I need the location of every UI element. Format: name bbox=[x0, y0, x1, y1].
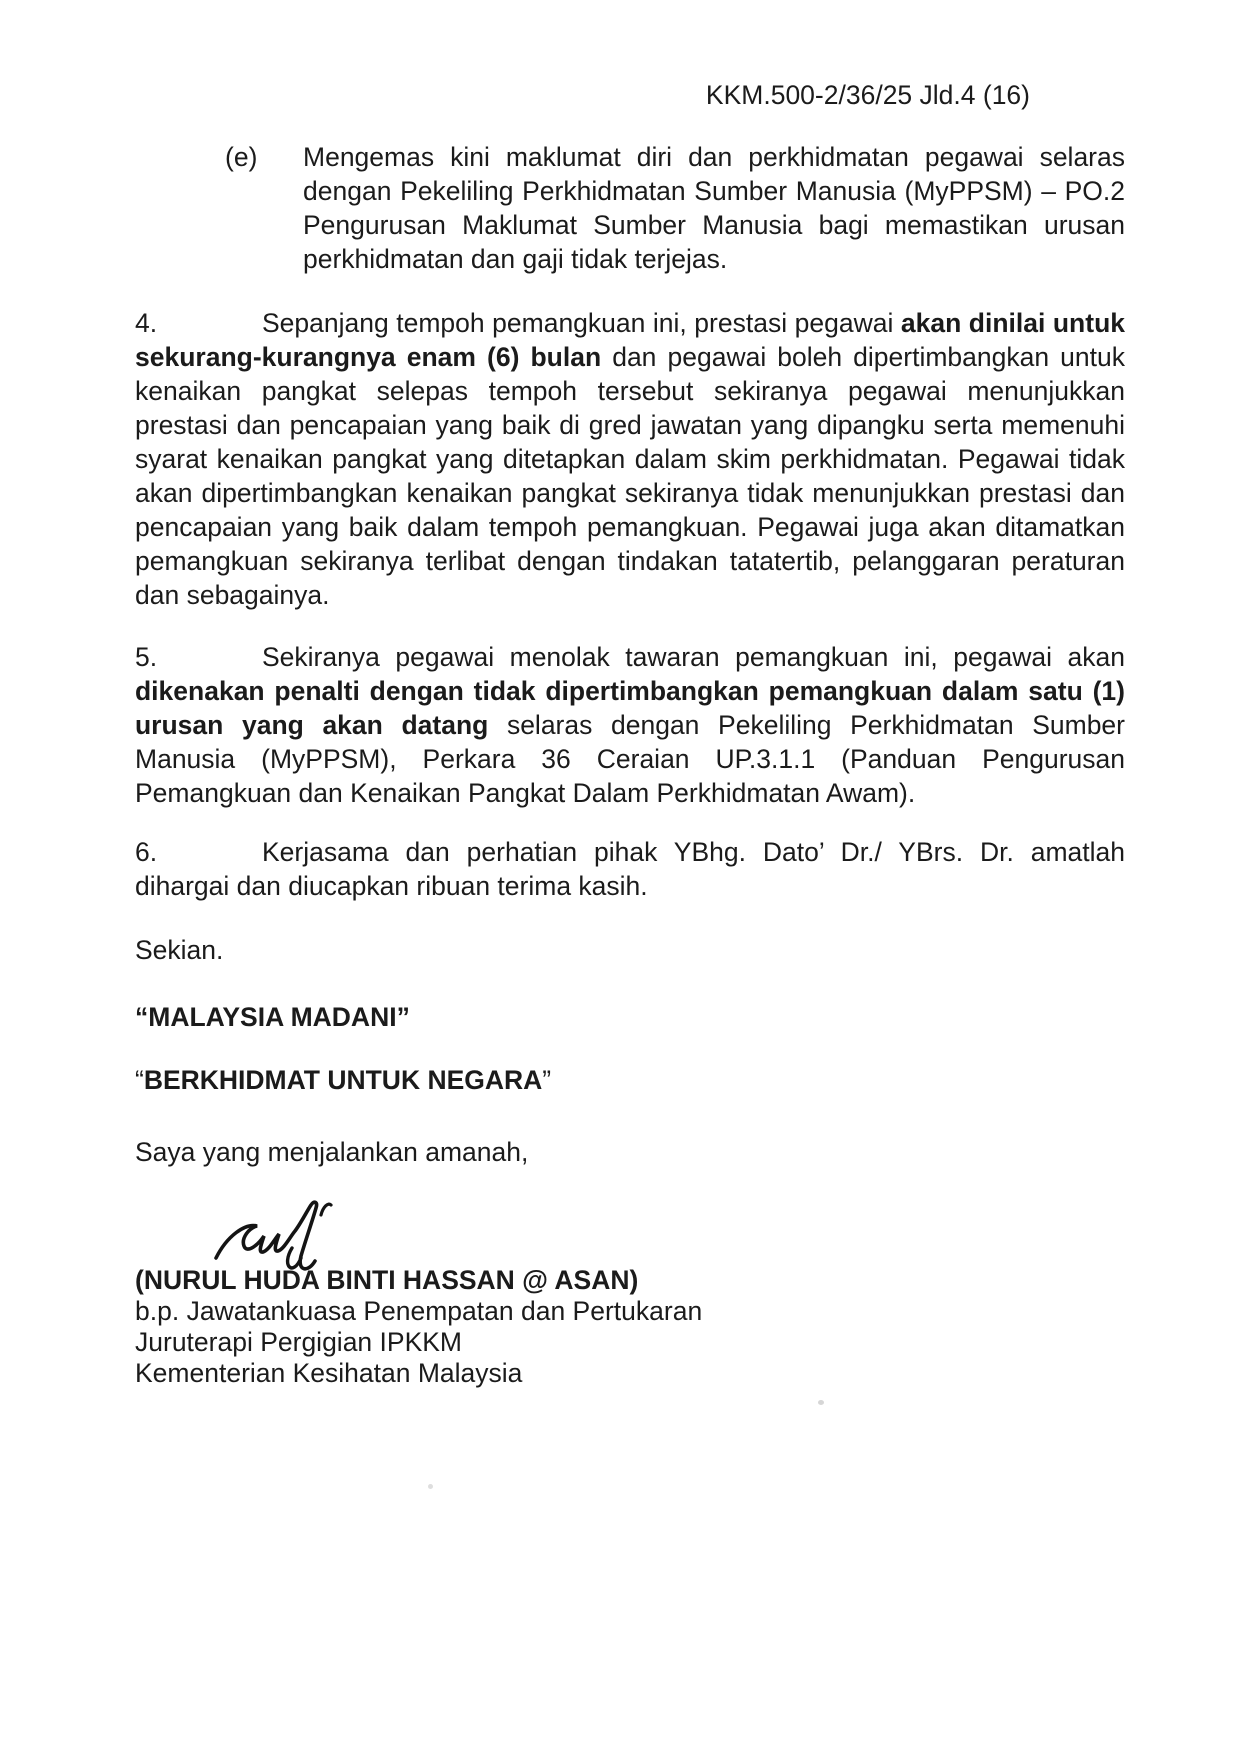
paragraph-4-text-bold: akan dinilai untuk sekurang-kurangnya enam (6) bulan bbox=[135, 308, 1125, 372]
paragraph-6-number: 6. bbox=[135, 837, 158, 867]
paragraph-5-number: 5. bbox=[135, 642, 158, 672]
signatory-line: b.p. Jawatankuasa Penempatan dan Pertukaran bbox=[135, 1296, 703, 1326]
close-quote: ” bbox=[542, 1065, 552, 1095]
list-item-e-text: Mengemas kini maklumat diri dan perkhidmatan pegawai selaras dengan Pekeliling Perkhidmatan Sumber Manusia (MyPPSM) – PO.2 Pengurusan Maklumat Sumber Manusia bagi memastikan urusan perkhidmatan dan gaji tidak terjejas. bbox=[303, 142, 1125, 274]
signatory-line: Kementerian Kesihatan Malaysia bbox=[135, 1358, 523, 1388]
signatory-name: (NURUL HUDA BINTI HASSAN @ ASAN) bbox=[135, 1265, 639, 1295]
slogan-berkhidmat bbox=[135, 1063, 1125, 1097]
slogan-berkhidmat-text: BERKHIDMAT UNTUK NEGARA bbox=[143, 1065, 543, 1095]
reference-number: KKM.500-2/36/25 Jld.4 (16) bbox=[705, 80, 1030, 110]
paragraph-5-text: Sekiranya pegawai menolak tawaran pemangkuan ini, pegawai akan bbox=[262, 642, 1125, 672]
paragraph-4-text: Sepanjang tempoh pemangkuan ini, prestasi pegawai bbox=[262, 308, 901, 338]
list-item-e-label: (e) bbox=[225, 142, 258, 172]
scan-speck bbox=[428, 1484, 433, 1489]
signatory-line: Juruterapi Pergigian IPKKM bbox=[135, 1327, 462, 1357]
salutation: Saya yang menjalankan amanah, bbox=[135, 1137, 529, 1167]
paragraph-5 bbox=[135, 640, 1125, 810]
paragraph-4-text: dan pegawai boleh dipertimbangkan untuk kenaikan pangkat selepas tempoh tersebut sekiranya pegawai menunjukkan prestasi dan pencapaian yang baik di gred jawatan yang dipangku serta memenuhi syarat kenaikan pangkat yang ditetapkan dalam skim perkhidmatan. Pegawai tidak akan dipertimbangkan kenaikan pangkat sekiranya tidak menunjukkan prestasi dan pencapaian yang baik dalam tempoh pemangkuan. Pegawai juga akan ditamatkan pemangkuan sekiranya terlibat dengan tindakan tatatertib, pelanggaran peraturan dan sebagainya. bbox=[135, 342, 1125, 610]
scan-speck bbox=[818, 1400, 824, 1405]
paragraph-4-number: 4. bbox=[135, 308, 158, 338]
slogan-malaysia-madani: “MALAYSIA MADANI” bbox=[135, 1002, 410, 1032]
paragraph-6-text: Kerjasama dan perhatian pihak YBhg. Dato’ Dr./ YBrs. Dr. amatlah dihargai dan diucapkan ribuan terima kasih. bbox=[135, 837, 1125, 901]
signatory-block bbox=[135, 1265, 1125, 1389]
paragraph-5-text-bold: dikenakan penalti dengan tidak dipertimbangkan pemangkuan dalam satu (1) urusan yang akan datang bbox=[135, 676, 1125, 740]
list-item-e bbox=[135, 140, 1125, 276]
open-quote: “ bbox=[135, 1065, 144, 1095]
closing-sekian: Sekian. bbox=[135, 935, 224, 965]
paragraph-5-text: selaras dengan Pekeliling Perkhidmatan Sumber Manusia (MyPPSM), Perkara 36 Ceraian UP.3.1.1 (Panduan Pengurusan Pemangkuan dan Kenaikan Pangkat Dalam Perkhidmatan Awam). bbox=[135, 710, 1125, 808]
paragraph-4 bbox=[135, 306, 1125, 612]
paragraph-6 bbox=[135, 835, 1125, 903]
